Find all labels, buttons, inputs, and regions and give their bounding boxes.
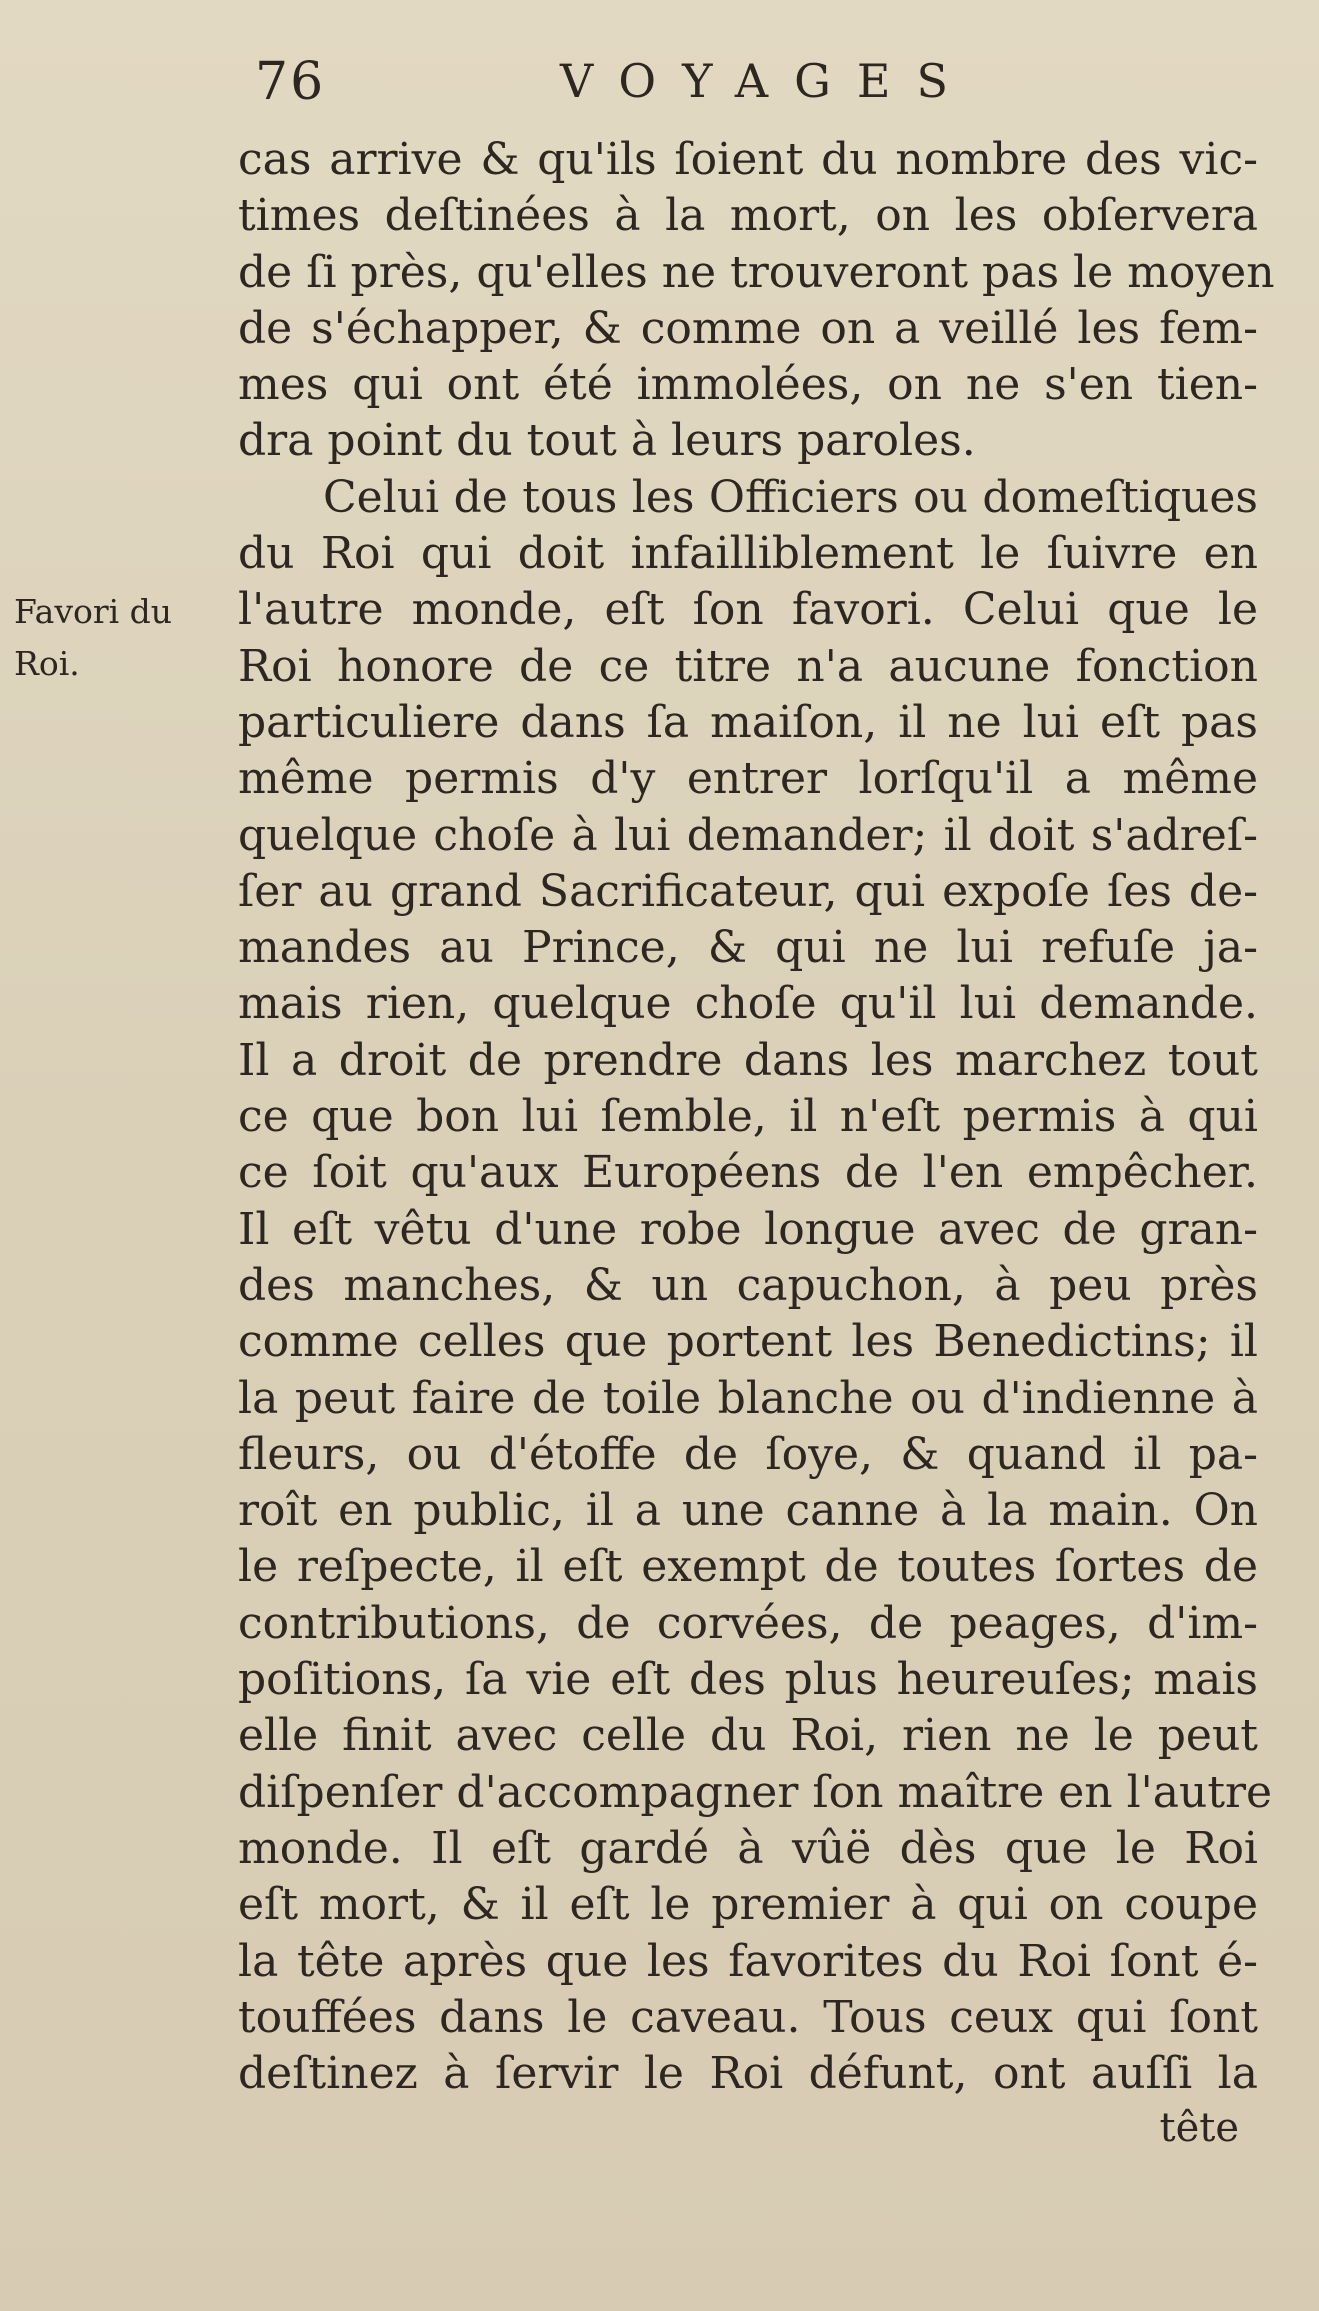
text-line: eſt mort, & il eſt le premier à qui on coupe bbox=[238, 1879, 1258, 1931]
running-title: VOYAGES bbox=[560, 54, 974, 108]
text-line: cas arrive & qu'ils ſoient du nombre des vic- bbox=[238, 134, 1258, 185]
text-line: diſpenſer d'accompagner ſon maître en l'autre bbox=[238, 1766, 1273, 1818]
text-line: monde. Il eſt gardé à vûë dès que le Roi bbox=[238, 1822, 1258, 1874]
text-line: elle finit avec celle du Roi, rien ne le peut bbox=[238, 1710, 1258, 1762]
text-line: de s'échapper, & comme on a veillé les fem- bbox=[238, 302, 1258, 354]
text-line: la peut faire de toile blanche ou d'indienne à bbox=[238, 1372, 1258, 1424]
text-line: de ſi près, qu'elles ne trouveront pas le moyen bbox=[238, 246, 1275, 298]
text-line: des manches, & un capuchon, à peu près bbox=[238, 1259, 1258, 1311]
text-line: dra point du tout à leurs paroles. bbox=[238, 415, 976, 467]
text-line: particuliere dans ſa maiſon, il ne lui eſt pas bbox=[238, 696, 1258, 748]
text-line: le reſpecte, il eſt exempt de toutes ſortes de bbox=[238, 1541, 1258, 1593]
text-line: ſer au grand Sacrificateur, qui expoſe ſes de- bbox=[238, 865, 1258, 917]
text-line: ce ſoit qu'aux Européens de l'en empêcher. bbox=[238, 1147, 1258, 1199]
page-header bbox=[255, 52, 1255, 122]
margin-note-line-2: Roi. bbox=[14, 644, 80, 683]
text-line: même permis d'y entrer lorſqu'il a même bbox=[238, 753, 1258, 805]
text-line: mais rien, quelque choſe qu'il lui demande. bbox=[238, 978, 1258, 1030]
text-line: l'autre monde, eſt ſon favori. Celui que le bbox=[238, 584, 1258, 636]
body-text bbox=[238, 132, 1275, 2102]
text-line: comme celles que portent les Benedictins; il bbox=[238, 1316, 1258, 1368]
text-line: Celui de tous les Officiers ou domeſtiques bbox=[323, 471, 1258, 523]
text-line: contributions, de corvées, de peages, d'im- bbox=[238, 1597, 1258, 1649]
text-line: poſitions, ſa vie eſt des plus heureuſes; mais bbox=[238, 1654, 1258, 1706]
text-line: roît en public, il a une canne à la main. On bbox=[238, 1485, 1258, 1537]
text-line: ce que bon lui ſemble, il n'eſt permis à qui bbox=[238, 1091, 1258, 1143]
text-line: Roi honore de ce titre n'a aucune fonction bbox=[238, 640, 1258, 692]
text-line: times deſtinées à la mort, on les obſervera bbox=[238, 190, 1258, 242]
text-line: deſtinez à ſervir le Roi défunt, ont auſſi la bbox=[238, 2048, 1258, 2100]
text-line: touffées dans le caveau. Tous ceux qui ſont bbox=[238, 1991, 1258, 2043]
text-line: mes qui ont été immolées, on ne s'en tien- bbox=[238, 359, 1258, 411]
margin-note-line-1: Favori du bbox=[14, 592, 173, 631]
text-line: Il a droit de prendre dans les marchez tout bbox=[238, 1034, 1258, 1086]
text-line: Il eſt vêtu d'une robe longue avec de gran- bbox=[238, 1203, 1258, 1255]
text-line: mandes au Prince, & qui ne lui refuſe ja- bbox=[238, 922, 1258, 974]
text-line: du Roi qui doit infailliblement le ſuivre en bbox=[238, 528, 1258, 580]
margin-note bbox=[14, 586, 172, 690]
text-line: fleurs, ou d'étoffe de ſoye, & quand il pa- bbox=[238, 1428, 1258, 1480]
text-line: quelque choſe à lui demander; il doit s'adreſ- bbox=[238, 809, 1258, 861]
catchword: tête bbox=[1159, 2105, 1239, 2151]
page-number: 76 bbox=[255, 52, 326, 112]
text-line: la tête après que les favorites du Roi ſont é- bbox=[238, 1935, 1258, 1987]
